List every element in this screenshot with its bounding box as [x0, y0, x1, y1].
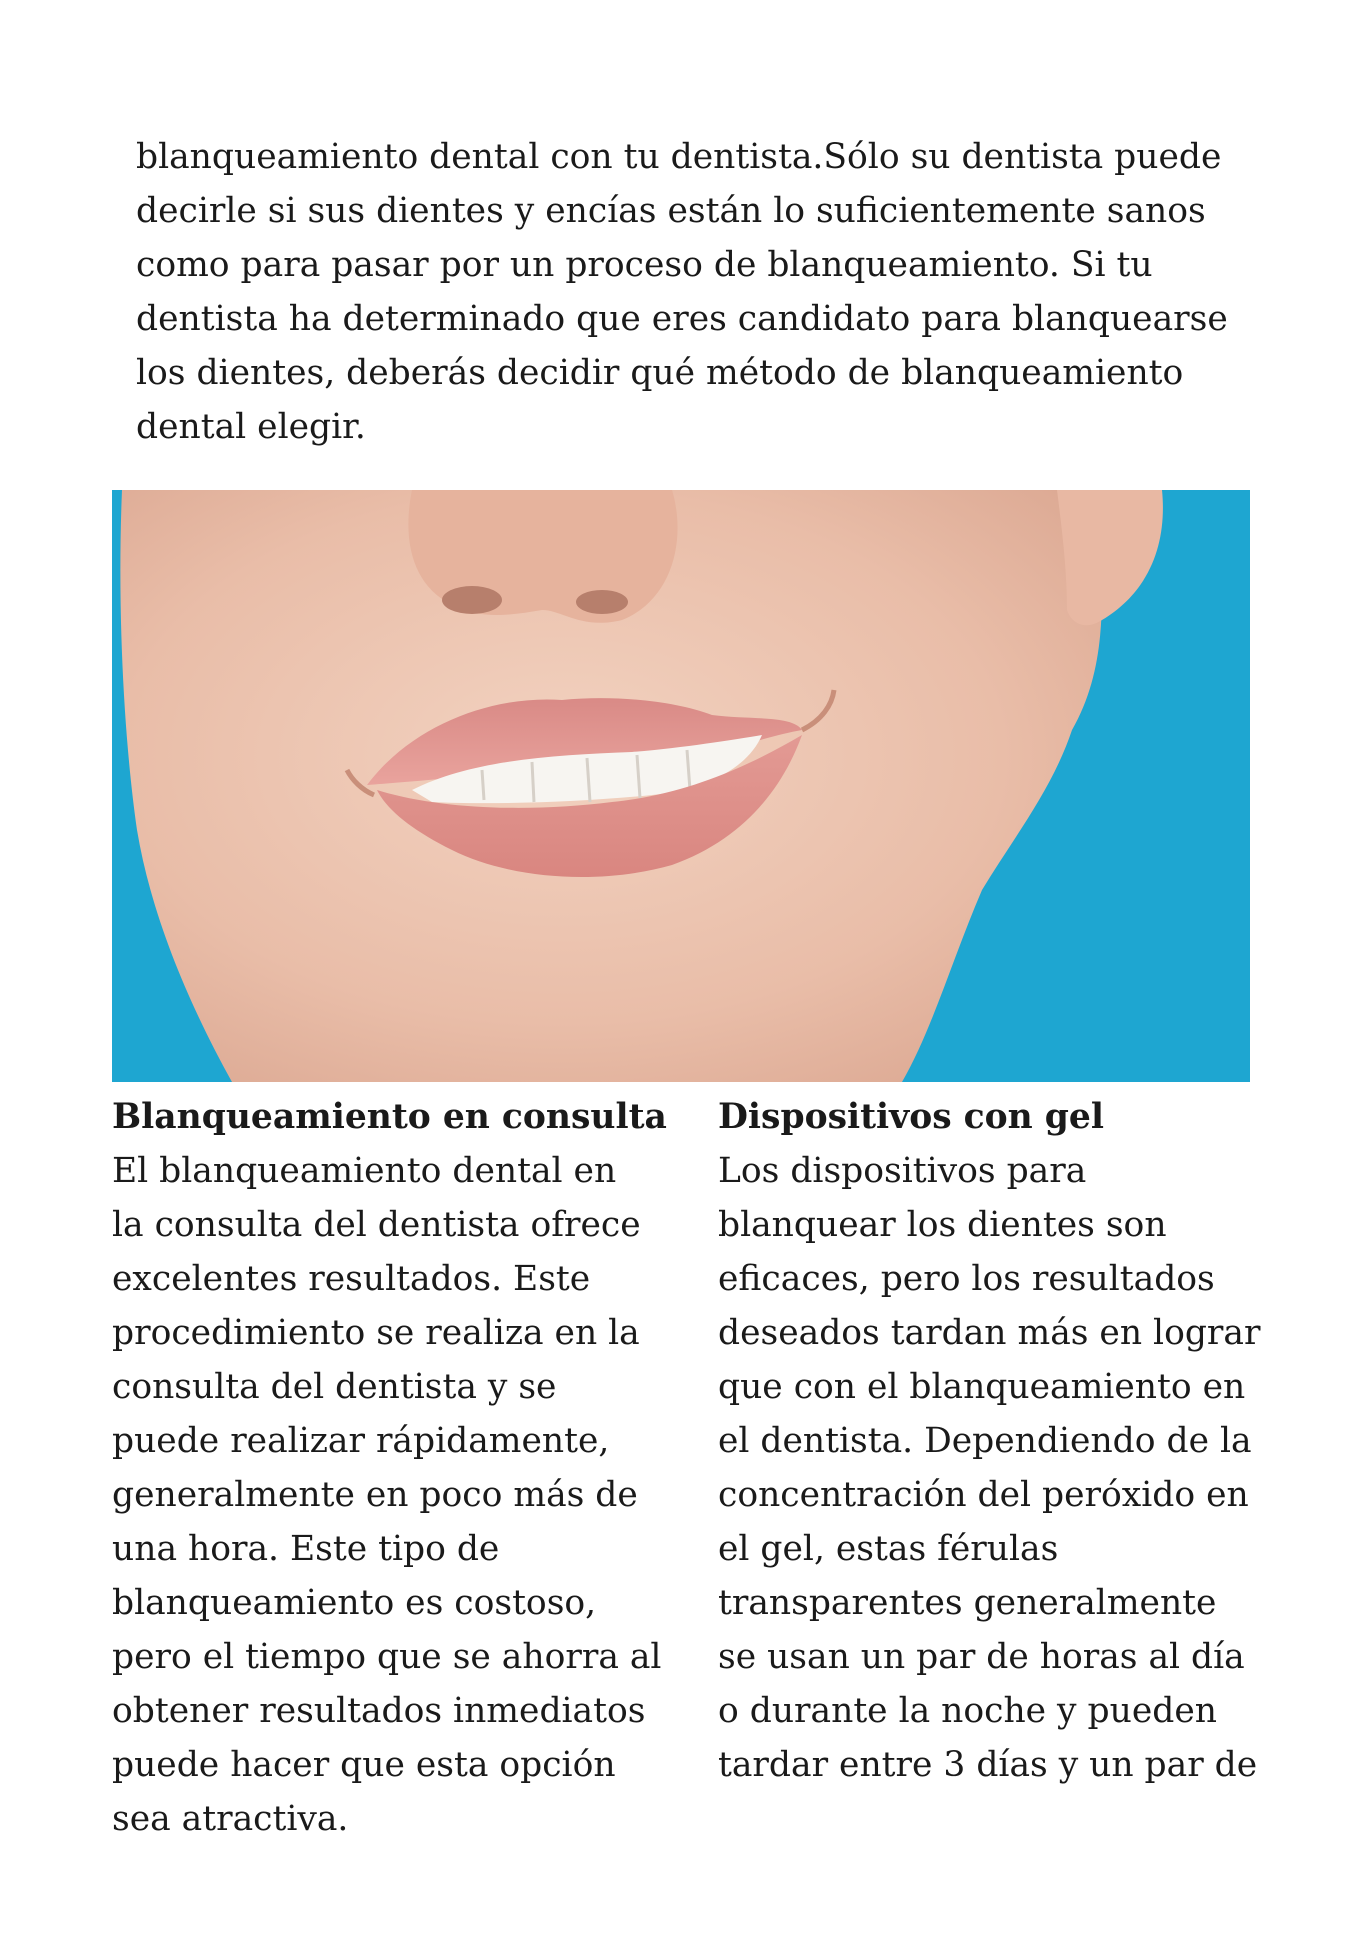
intro-line: Si tu dentista ha determinado que eres candidato para: [136, 245, 1153, 339]
intro-line: blanqueamiento dental elegir.: [136, 353, 1184, 447]
body-line: eficaces, pero los resultados: [718, 1259, 1215, 1299]
body-line: blanqueamiento es costoso,: [112, 1583, 597, 1623]
body-line: el dentista. Dependiendo de la: [718, 1421, 1252, 1461]
body-line: tardar entre 3 días y un par de: [718, 1745, 1258, 1785]
smiling-mouth-photo-icon: [112, 490, 1250, 1082]
body-line: obtener resultados inmediatos: [112, 1691, 646, 1731]
body-line: o durante la noche y pueden: [718, 1691, 1217, 1731]
body-line: deseados tardan más en lograr: [718, 1313, 1261, 1353]
section-heading: Dispositivos con gel: [718, 1097, 1104, 1137]
body-line: Los dispositivos para: [718, 1151, 1087, 1191]
body-line: la consulta del dentista ofrece: [112, 1205, 641, 1245]
smile-photo: [112, 490, 1250, 1082]
gel-devices-section: [718, 1090, 1278, 1792]
body-line: generalmente en poco más de: [112, 1475, 638, 1515]
in-office-whitening-section: [112, 1090, 692, 1846]
body-line: transparentes generalmente: [718, 1583, 1217, 1623]
intro-line: decirle si sus dientes y encías están lo suficientemente sanos: [136, 191, 1206, 231]
body-line: procedimiento se realiza en la: [112, 1313, 640, 1353]
body-line: consulta del dentista y se: [112, 1367, 557, 1407]
intro-line: como para pasar por un proceso de blanqueamiento.: [136, 245, 1060, 285]
body-line: se usan un par de horas al día: [718, 1637, 1245, 1677]
body-line: puede realizar rápidamente,: [112, 1421, 610, 1461]
intro-line: blanqueamiento dental con tu dentista.Sólo su dentista puede: [136, 137, 1222, 177]
body-line: El blanqueamiento dental en: [112, 1151, 617, 1191]
body-line: sea atractiva.: [112, 1799, 349, 1839]
section-heading: Blanqueamiento en consulta: [112, 1097, 667, 1137]
body-line: excelentes resultados. Este: [112, 1259, 591, 1299]
body-line: pero el tiempo que se ahorra al: [112, 1637, 662, 1677]
body-line: el gel, estas férulas: [718, 1529, 1059, 1569]
body-line: concentración del peróxido en: [718, 1475, 1249, 1515]
body-line: puede hacer que esta opción: [112, 1745, 616, 1785]
intro-paragraph: [136, 130, 1256, 454]
intro-line: blanquearse los dientes, deberás decidir qué método de: [136, 299, 1228, 393]
body-line: una hora. Este tipo de: [112, 1529, 500, 1569]
body-line: blanquear los dientes son: [718, 1205, 1167, 1245]
body-line: que con el blanqueamiento en: [718, 1367, 1246, 1407]
